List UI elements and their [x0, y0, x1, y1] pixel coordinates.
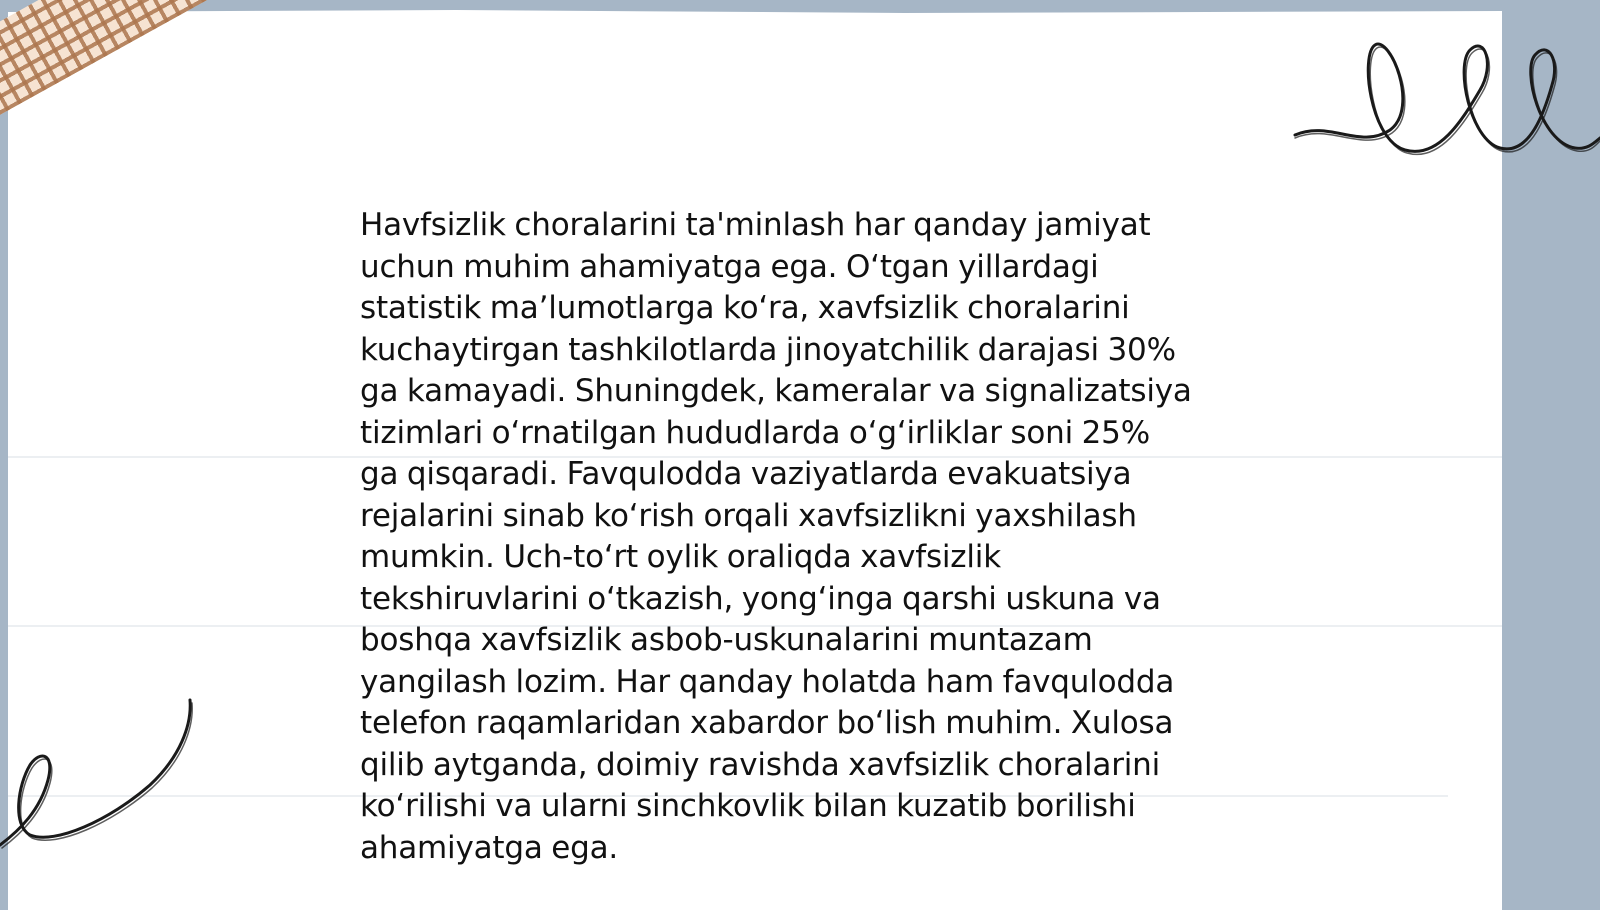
paragraph-line: tekshiruvlarini o‘tkazish, yong‘inga qarshi uskuna va	[360, 580, 1161, 617]
loop-scribble-icon	[1290, 30, 1600, 170]
paragraph-line: mumkin. Uch-to‘rt oylik oraliqda xavfsizlik	[360, 539, 1001, 575]
paragraph-line: uchun muhim ahamiyatga ega. O‘tgan yillardagi	[360, 248, 1099, 285]
paragraph-line: telefon raqamlaridan xabardor bo‘lish muhim. Xulosa	[360, 705, 1174, 741]
paragraph-line: rejalarini sinab ko‘rish orqali xavfsizlikni yaxshilash	[360, 497, 1137, 534]
paragraph-line: tizimlari o‘rnatilgan hududlarda o‘g‘irliklar soni 25%	[360, 414, 1150, 451]
paragraph-line: ahamiyatga ega.	[360, 829, 619, 866]
paragraph-line: ko‘rilishi va ularni sinchkovlik bilan kuzatib borilishi	[360, 788, 1136, 824]
paragraph-line: qilib aytganda, doimiy ravishda xavfsizlik choralarini	[360, 746, 1161, 783]
paragraph-line: yangilash lozim. Har qanday holatda ham favqulodda	[360, 663, 1175, 700]
loop-swoosh-icon	[0, 695, 200, 855]
paragraph-line: statistik ma’lumotlarga ko‘ra, xavfsizlik choralarini	[360, 290, 1130, 326]
paragraph-line: Havfsizlik choralarini ta'minlash har qanday jamiyat	[360, 207, 1151, 243]
paragraph-line: ga kamayadi. Shuningdek, kameralar va signalizatsiya	[360, 373, 1192, 409]
body-paragraph	[360, 205, 1250, 869]
paragraph-line: boshqa xavfsizlik asbob-uskunalarini muntazam	[360, 622, 1093, 658]
paragraph-line: ga qisqaradi. Favqulodda vaziyatlarda evakuatsiya	[360, 456, 1132, 492]
paragraph-line: kuchaytirgan tashkilotlarda jinoyatchilik darajasi 30%	[360, 331, 1176, 368]
